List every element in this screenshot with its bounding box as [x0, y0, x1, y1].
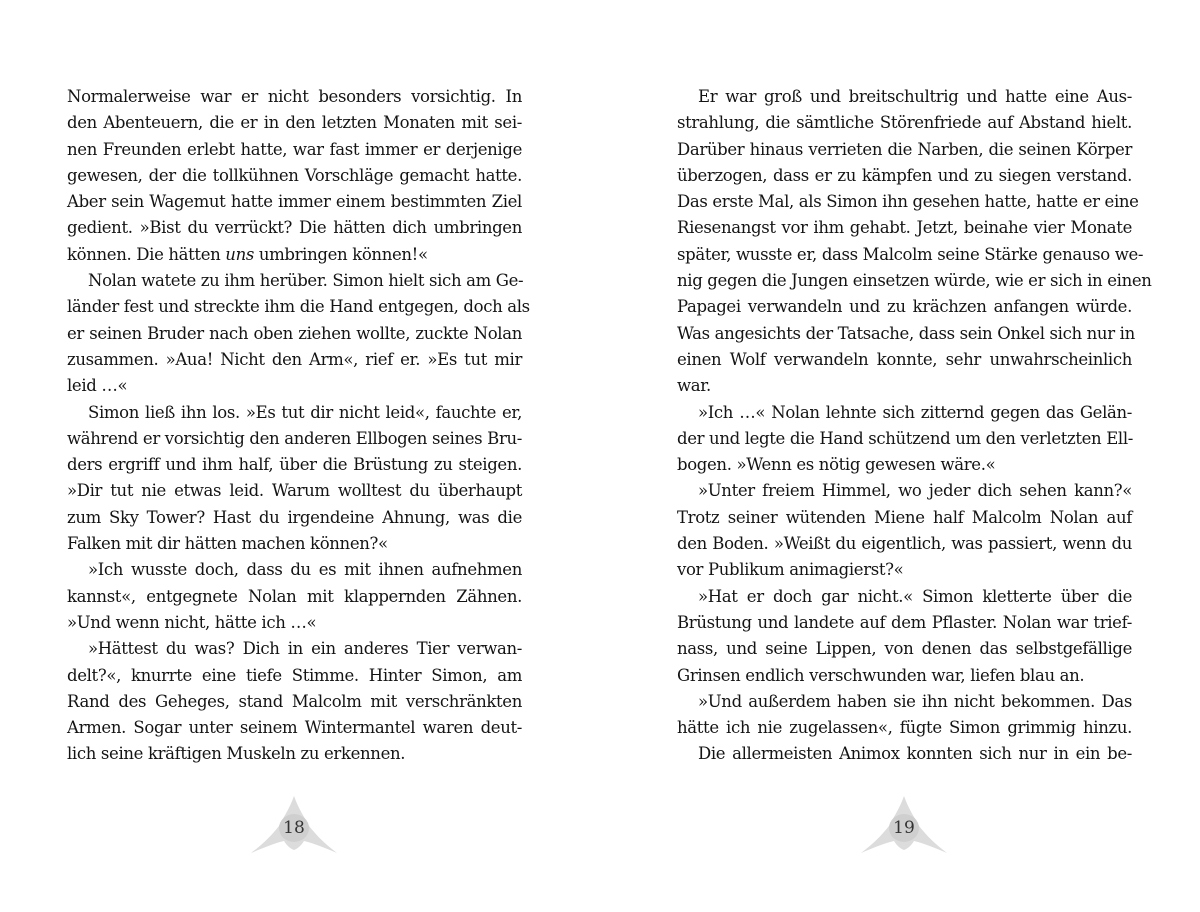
emphasized-word: uns: [225, 244, 254, 264]
right-page-text: [677, 84, 1152, 768]
text-line: den Abenteuern, die er in den letzten Monaten mit sei-: [67, 113, 522, 133]
right-page: [600, 0, 1200, 912]
page-number: 19: [893, 818, 915, 838]
text-line: vor Publikum animagierst?«: [677, 560, 904, 580]
text-line: hätte ich nie zugelassen«, fügte Simon grimmig hinzu.: [677, 718, 1132, 738]
text-run: umbringen können!«: [253, 244, 428, 264]
text-line: »Hat er doch gar nicht.« Simon kletterte über die: [698, 586, 1132, 606]
left-page-folio: [249, 796, 339, 856]
text-line: Er war groß und breitschultrig und hatte eine Aus-: [698, 87, 1132, 106]
text-line: »Dir tut nie etwas leid. Warum wolltest du überhaupt: [67, 481, 522, 501]
text-line: leid …«: [67, 376, 128, 396]
text-line: Falken mit dir hätten machen können?«: [67, 534, 388, 554]
text-line: er seinen Bruder nach oben ziehen wollte, zuckte Nolan: [67, 323, 522, 343]
text-line: »Hättest du was? Dich in ein anderes Tier verwan-: [88, 639, 522, 659]
text-line: gewesen, der die tollkühnen Vorschläge gemacht hatte.: [67, 165, 522, 185]
text-run: können. Die hätten: [67, 244, 226, 264]
text-line: [67, 242, 522, 268]
text-line: bogen. »Wenn es nötig gewesen wäre.«: [677, 455, 996, 475]
text-line: »Und wenn nicht, hätte ich …«: [67, 612, 317, 632]
text-line: ders ergriff und ihm half, über die Brüstung zu steigen.: [67, 455, 522, 475]
text-line: kannst«, entgegnete Nolan mit klappernden Zähnen.: [67, 586, 522, 606]
text-line: Brüstung und landete auf dem Pflaster. Nolan war trief-: [677, 612, 1132, 632]
text-line: Papagei verwandeln und zu krächzen anfangen würde.: [677, 297, 1132, 317]
text-line: »Und außerdem haben sie ihn nicht bekommen. Das: [698, 691, 1132, 711]
left-page-text: [67, 84, 530, 768]
text-line: Das erste Mal, als Simon ihn gesehen hatte, hatte er eine: [677, 192, 1139, 212]
text-line: Die allermeisten Animox konnten sich nur in ein be-: [698, 744, 1132, 764]
text-line: war.: [677, 376, 711, 396]
text-line: zusammen. »Aua! Nicht den Arm«, rief er. »Es tut mir: [67, 349, 522, 369]
text-line: länder fest und streckte ihm die Hand entgegen, doch als: [67, 297, 530, 317]
text-line: »Unter freiem Himmel, wo jeder dich sehen kann?«: [698, 481, 1132, 501]
text-line: nass, und seine Lippen, von denen das selbstgefällige: [677, 639, 1132, 659]
text-line: Aber sein Wagemut hatte immer einem bestimmten Ziel: [67, 192, 522, 212]
page-number: 18: [283, 818, 305, 838]
text-line: Rand des Geheges, stand Malcolm mit verschränkten: [67, 691, 522, 711]
text-line: »Ich …« Nolan lehnte sich zitternd gegen das Gelän-: [698, 402, 1132, 422]
text-line: den Boden. »Weißt du eigentlich, was passiert, wenn du: [677, 534, 1132, 554]
text-line: lich seine kräftigen Muskeln zu erkennen.: [67, 744, 406, 764]
text-line: der und legte die Hand schützend um den verletzten Ell-: [677, 428, 1134, 448]
text-line: strahlung, die sämtliche Störenfriede auf Abstand hielt.: [677, 113, 1132, 133]
text-line: Darüber hinaus verrieten die Narben, die seinen Körper: [677, 139, 1132, 159]
text-line: Riesenangst vor ihm gehabt. Jetzt, beinahe vier Monate: [677, 218, 1132, 238]
text-line: Was angesichts der Tatsache, dass sein Onkel sich nur in: [677, 323, 1135, 343]
text-line: Normalerweise war er nicht besonders vorsichtig. In: [67, 87, 522, 106]
text-line: überzogen, dass er zu kämpfen und zu siegen verstand.: [677, 165, 1132, 185]
right-page-folio: [859, 796, 949, 856]
text-line: gedient. »Bist du verrückt? Die hätten dich umbringen: [67, 218, 522, 238]
text-line: Trotz seiner wütenden Miene half Malcolm Nolan auf: [677, 507, 1132, 527]
text-line: zum Sky Tower? Hast du irgendeine Ahnung, was die: [67, 507, 522, 527]
text-line: während er vorsichtig den anderen Ellbogen seines Bru-: [67, 428, 522, 448]
text-line: nen Freunden erlebt hatte, war fast immer er derjenige: [67, 139, 522, 159]
text-line: »Ich wusste doch, dass du es mit ihnen aufnehmen: [88, 560, 522, 580]
text-line: später, wusste er, dass Malcolm seine Stärke genauso we-: [677, 244, 1144, 264]
text-line: einen Wolf verwandeln konnte, sehr unwahrscheinlich: [677, 349, 1132, 369]
text-line: nig gegen die Jungen einsetzen würde, wie er sich in einen: [677, 271, 1152, 291]
text-line: Grinsen endlich verschwunden war, liefen blau an.: [677, 665, 1085, 685]
text-line: Nolan watete zu ihm herüber. Simon hielt sich am Ge-: [88, 271, 524, 291]
text-line: Armen. Sogar unter seinem Wintermantel waren deut-: [67, 718, 522, 738]
text-line: delt?«, knurrte eine tiefe Stimme. Hinter Simon, am: [67, 665, 522, 685]
text-line: Simon ließ ihn los. »Es tut dir nicht leid«, fauchte er,: [88, 402, 522, 422]
